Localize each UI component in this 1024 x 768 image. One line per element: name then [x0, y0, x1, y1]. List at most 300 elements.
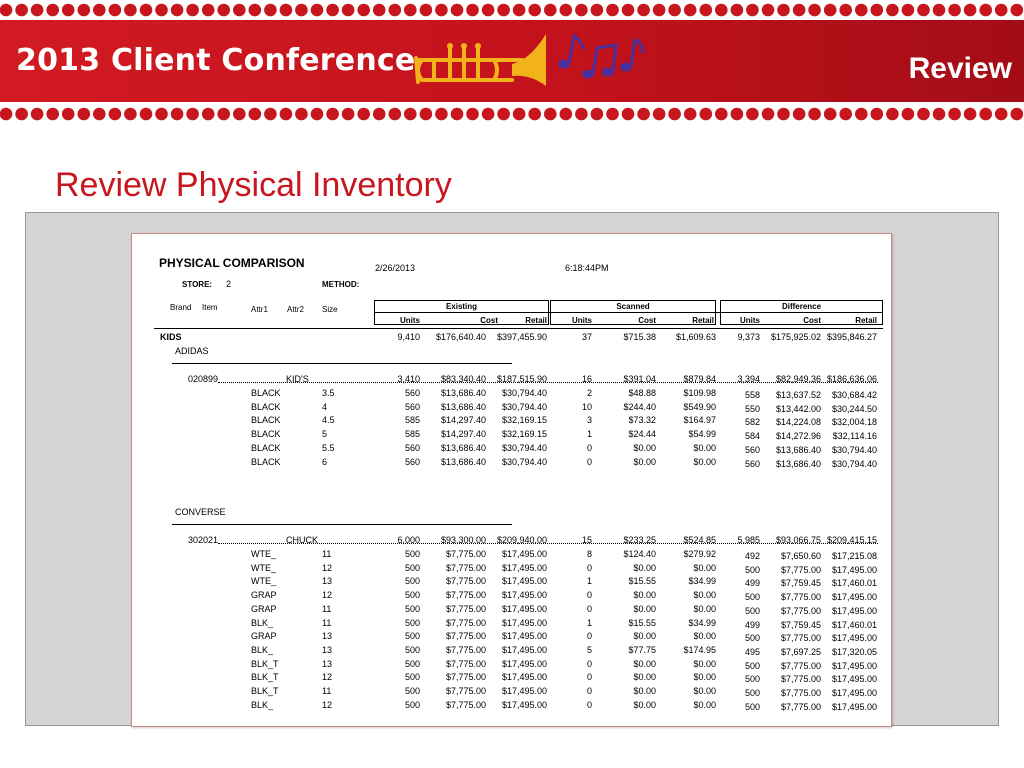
row-size: 13: [322, 644, 333, 655]
border-dot: [839, 4, 852, 17]
border-dot: [637, 4, 650, 17]
row-s-units: 1: [586, 429, 592, 440]
row-attr1: WTE_: [251, 562, 277, 573]
row-d-units: 560: [744, 458, 760, 469]
sub-difference-units: Units: [740, 316, 760, 325]
row-size: 6: [322, 456, 328, 467]
row-d-retail: $17,495.00: [831, 633, 877, 644]
border-dot: [808, 108, 821, 121]
border-dot: [62, 4, 75, 17]
border-dot: [715, 4, 728, 17]
scanned-cost-total: $233.25: [623, 535, 656, 545]
row-s-units: 2: [586, 388, 592, 398]
row-e-cost: $7,775.00: [445, 590, 486, 601]
row-e-retail: $17,495.00: [501, 658, 547, 669]
brand-name: ADIDAS: [175, 346, 209, 356]
border-dot: [591, 4, 604, 17]
row-attr1: BLACK: [251, 442, 281, 453]
row-size: 11: [322, 686, 332, 696]
row-attr1: BLK_T: [251, 672, 279, 683]
row-e-cost: $13,686.40: [440, 401, 486, 412]
row-d-units: 500: [744, 660, 760, 671]
border-dot: [264, 4, 277, 17]
border-dot: [186, 108, 199, 121]
row-d-cost: $14,272.96: [775, 431, 821, 442]
row-d-cost: $7,775.00: [780, 660, 821, 671]
row-size: 3.5: [322, 388, 335, 398]
row-e-units: 585: [404, 415, 420, 426]
border-dot: [964, 4, 977, 17]
row-size: 13: [322, 631, 333, 642]
border-dot: [31, 108, 44, 121]
row-s-cost: $48.88: [628, 388, 656, 398]
row-e-units: 560: [404, 456, 420, 467]
border-dot: [560, 108, 573, 121]
sub-scanned-retail: Retail: [692, 316, 714, 325]
col-brand: Brand: [170, 303, 192, 312]
row-s-retail: $174.95: [683, 644, 716, 655]
border-dot: [46, 4, 59, 17]
border-dot: [373, 108, 386, 121]
row-e-retail: $30,794.40: [501, 388, 547, 398]
border-dot: [622, 4, 635, 17]
row-d-retail: $17,495.00: [831, 592, 877, 603]
row-e-retail: $17,495.00: [501, 672, 547, 683]
border-dot: [155, 108, 168, 121]
border-dot: [668, 108, 681, 121]
section-label: Review: [908, 52, 1012, 85]
row-d-units: 500: [744, 633, 760, 644]
row-e-retail: $17,495.00: [501, 686, 547, 696]
row-d-units: 492: [744, 551, 760, 561]
department-name: KIDS: [160, 332, 182, 342]
row-size: 5.5: [322, 442, 335, 453]
row-d-retail: $17,495.00: [831, 605, 877, 616]
border-dot: [497, 108, 510, 121]
row-d-cost: $7,775.00: [780, 688, 821, 698]
existing-retail-total: $187,515.90: [496, 374, 547, 384]
brand-name: CONVERSE: [175, 507, 226, 517]
row-attr1: BLK_: [251, 617, 274, 628]
border-dot: [342, 4, 355, 17]
scanned-units-total: 37: [581, 332, 592, 342]
border-dot: [793, 4, 806, 17]
border-dot: [420, 4, 433, 17]
row-attr1: GRAP: [251, 631, 277, 642]
border-dot: [684, 108, 697, 121]
border-dot: [357, 108, 370, 121]
row-s-retail: $109.98: [683, 388, 716, 398]
row-d-retail: $17,320.05: [831, 646, 877, 657]
row-s-units: 0: [586, 562, 592, 573]
border-dot: [948, 108, 961, 121]
border-dot: [389, 108, 402, 121]
brand-underline: [172, 363, 512, 364]
border-dot: [404, 4, 417, 17]
border-dot: [700, 4, 713, 17]
border-dot: [482, 108, 495, 121]
border-dot: [171, 108, 184, 121]
row-e-units: 500: [404, 562, 420, 573]
row-s-retail: $34.99: [688, 576, 716, 587]
border-dot: [435, 4, 448, 17]
border-dot: [280, 108, 293, 121]
row-e-retail: $32,169.15: [501, 415, 547, 426]
row-e-cost: $14,297.40: [440, 429, 486, 440]
border-dot: [637, 108, 650, 121]
row-e-units: 560: [404, 388, 420, 398]
row-e-units: 500: [404, 603, 420, 614]
sub-existing-units: Units: [400, 316, 420, 325]
row-size: 11: [322, 549, 332, 559]
row-d-units: 558: [744, 390, 760, 400]
border-dot: [762, 108, 775, 121]
row-s-cost: $0.00: [633, 603, 656, 614]
row-s-cost: $0.00: [633, 672, 656, 683]
border-dot: [933, 108, 946, 121]
row-e-cost: $13,686.40: [440, 456, 486, 467]
border-dot: [808, 4, 821, 17]
row-s-retail: $0.00: [693, 456, 716, 467]
row-attr1: BLK_: [251, 699, 274, 710]
border-dot: [466, 4, 479, 17]
row-d-units: 500: [744, 605, 760, 616]
row-e-retail: $17,495.00: [501, 590, 547, 601]
sub-difference-retail: Retail: [855, 316, 877, 325]
border-dot: [948, 4, 961, 17]
row-attr1: GRAP: [251, 603, 277, 614]
border-dot: [995, 4, 1008, 17]
border-dot: [606, 4, 619, 17]
border-dot: [326, 108, 339, 121]
method-label: METHOD:: [322, 280, 360, 289]
border-dot: [326, 4, 339, 17]
scanned-retail-total: $1,609.63: [675, 332, 716, 342]
row-size: 11: [322, 603, 332, 614]
border-dot: [466, 108, 479, 121]
border-dot: [0, 4, 12, 17]
difference-retail-total: $209,415.15: [826, 535, 877, 545]
row-e-retail: $17,495.00: [501, 617, 547, 628]
row-d-retail: $32,114.16: [832, 431, 877, 442]
row-e-units: 500: [404, 590, 420, 601]
border-dot: [93, 108, 106, 121]
border-dot: [62, 108, 75, 121]
row-s-retail: $549.90: [683, 401, 716, 412]
border-dot: [731, 4, 744, 17]
border-dot: [373, 4, 386, 17]
store-label: STORE:: [182, 280, 213, 289]
row-e-units: 560: [404, 401, 420, 412]
row-s-cost: $15.55: [628, 617, 656, 628]
border-dot: [979, 4, 992, 17]
row-d-units: 495: [744, 646, 760, 657]
row-d-cost: $7,775.00: [780, 633, 821, 644]
border-dot: [249, 108, 262, 121]
border-dot: [295, 108, 308, 121]
sub-existing-cost: Cost: [480, 316, 498, 325]
sub-scanned-cost: Cost: [638, 316, 656, 325]
row-d-units: 582: [744, 417, 760, 428]
group-scanned: Scanned: [616, 302, 650, 311]
row-e-units: 500: [404, 644, 420, 655]
row-d-retail: $30,794.40: [831, 458, 877, 469]
difference-units-total: 3,394: [737, 374, 760, 384]
border-dot: [513, 108, 526, 121]
border-dot: [575, 108, 588, 121]
border-dot: [280, 4, 293, 17]
border-dot: [528, 4, 541, 17]
row-s-units: 0: [586, 686, 592, 696]
row-attr1: BLACK: [251, 415, 281, 426]
col-item: Item: [202, 303, 218, 312]
border-dot: [140, 4, 153, 17]
row-d-retail: $32,004.18: [831, 417, 877, 428]
row-e-retail: $32,169.15: [501, 429, 547, 440]
row-e-units: 500: [404, 576, 420, 587]
row-d-retail: $17,215.08: [831, 551, 877, 561]
row-size: 12: [322, 699, 333, 710]
border-dot: [622, 108, 635, 121]
row-d-units: 500: [744, 701, 760, 712]
row-attr1: BLACK: [251, 401, 281, 412]
row-d-cost: $14,224.08: [775, 417, 821, 428]
row-s-units: 0: [586, 631, 592, 642]
row-attr1: BLK_: [251, 644, 274, 655]
report-date: 2/26/2013: [375, 263, 416, 273]
border-dot: [264, 108, 277, 121]
row-e-units: 500: [404, 672, 420, 683]
row-s-retail: $0.00: [693, 672, 716, 683]
row-size: 5: [322, 429, 328, 440]
row-size: 4: [322, 401, 328, 412]
row-d-cost: $13,686.40: [775, 458, 821, 469]
border-dot: [233, 4, 246, 17]
sub-existing-retail: Retail: [525, 316, 547, 325]
border-dot: [700, 108, 713, 121]
scanned-retail-total: $879.84: [683, 374, 716, 384]
difference-units-total: 5,985: [737, 535, 760, 545]
border-dot: [31, 4, 44, 17]
row-e-cost: $7,775.00: [445, 658, 486, 669]
existing-cost-total: $176,640.40: [435, 332, 486, 342]
row-s-retail: $0.00: [693, 658, 716, 669]
row-attr1: BLACK: [251, 388, 281, 398]
row-attr1: BLK_T: [251, 658, 279, 669]
border-dot: [544, 4, 557, 17]
row-d-cost: $7,759.45: [780, 578, 821, 589]
row-e-retail: $30,794.40: [501, 401, 547, 412]
row-s-units: 0: [586, 603, 592, 614]
row-e-retail: $17,495.00: [501, 603, 547, 614]
border-dot: [653, 108, 666, 121]
border-dot: [777, 4, 790, 17]
row-d-cost: $7,775.00: [780, 701, 821, 712]
border-dot: [311, 4, 324, 17]
row-d-retail: $17,495.00: [831, 688, 877, 698]
border-dot: [202, 108, 215, 121]
row-s-units: 0: [586, 456, 592, 467]
row-d-units: 499: [744, 578, 760, 589]
border-dot: [606, 108, 619, 121]
bottom-dot-border: [0, 106, 1024, 122]
scanned-units-total: 16: [581, 374, 592, 384]
row-attr1: WTE_: [251, 549, 277, 559]
row-e-cost: $7,775.00: [445, 617, 486, 628]
border-dot: [249, 4, 262, 17]
border-dot: [342, 108, 355, 121]
existing-units-total: 6,000: [397, 535, 420, 545]
border-dot: [124, 4, 137, 17]
difference-retail-total: $395,846.27: [826, 332, 877, 342]
row-d-units: 560: [744, 444, 760, 455]
border-dot: [855, 4, 868, 17]
sub-difference-cost: Cost: [803, 316, 821, 325]
row-d-units: 500: [744, 592, 760, 603]
difference-cost-total: $93,066.75: [775, 535, 821, 545]
row-s-retail: $0.00: [693, 686, 716, 696]
border-dot: [451, 108, 464, 121]
row-d-cost: $7,759.45: [780, 619, 821, 630]
border-dot: [731, 108, 744, 121]
border-dot: [746, 4, 759, 17]
col-attr2: Attr2: [287, 305, 304, 314]
border-dot: [917, 108, 930, 121]
row-e-retail: $17,495.00: [501, 576, 547, 587]
scanned-cost-total: $391.04: [623, 374, 656, 384]
row-size: 13: [322, 576, 333, 587]
border-dot: [15, 108, 28, 121]
row-d-cost: $13,686.40: [775, 444, 821, 455]
row-d-cost: $7,650.60: [780, 551, 821, 561]
border-dot: [420, 108, 433, 121]
group-difference: Difference: [781, 302, 822, 311]
group-divider: [374, 312, 883, 313]
row-s-units: 0: [586, 672, 592, 683]
row-s-retail: $0.00: [693, 590, 716, 601]
row-s-cost: $0.00: [633, 631, 656, 642]
row-d-cost: $13,637.52: [775, 390, 821, 400]
border-dot: [404, 108, 417, 121]
sub-scanned-units: Units: [572, 316, 592, 325]
row-e-units: 500: [404, 658, 420, 669]
row-s-cost: $24.44: [628, 429, 656, 440]
existing-cost-total: $93,300.00: [440, 535, 486, 545]
slide-title: Review Physical Inventory: [55, 166, 452, 204]
group-existing: Existing: [445, 302, 478, 311]
border-dot: [715, 108, 728, 121]
row-e-retail: $17,495.00: [501, 562, 547, 573]
border-dot: [839, 108, 852, 121]
border-dot: [855, 108, 868, 121]
border-dot: [311, 108, 324, 121]
row-e-retail: $17,495.00: [501, 644, 547, 655]
row-d-retail: $17,495.00: [831, 660, 877, 671]
row-s-retail: $54.99: [688, 429, 716, 440]
row-s-retail: $164.97: [683, 415, 716, 426]
border-dot: [653, 4, 666, 17]
report-title: PHYSICAL COMPARISON: [159, 256, 305, 270]
row-s-units: 0: [586, 658, 592, 669]
row-s-units: 0: [586, 442, 592, 453]
border-dot: [544, 108, 557, 121]
border-dot: [497, 4, 510, 17]
border-dot: [46, 108, 59, 121]
border-dot: [109, 4, 122, 17]
border-dot: [902, 108, 915, 121]
border-dot: [295, 4, 308, 17]
border-dot: [171, 4, 184, 17]
row-d-cost: $7,697.25: [780, 646, 821, 657]
row-s-cost: $244.40: [623, 401, 656, 412]
row-s-units: 1: [586, 617, 592, 628]
row-e-cost: $7,775.00: [445, 631, 486, 642]
existing-cost-total: $83,340.40: [440, 374, 486, 384]
row-s-cost: $124.40: [623, 549, 656, 559]
row-d-units: 500: [744, 564, 760, 575]
border-dot: [186, 4, 199, 17]
music-notes-icon: [555, 30, 650, 85]
row-d-cost: $13,442.00: [775, 403, 821, 414]
border-dot: [389, 4, 402, 17]
border-dot: [357, 4, 370, 17]
border-dot: [217, 4, 230, 17]
border-dot: [202, 4, 215, 17]
border-dot: [513, 4, 526, 17]
row-e-cost: $7,775.00: [445, 603, 486, 614]
report-time: 6:18:44PM: [565, 263, 609, 273]
row-e-units: 500: [404, 631, 420, 642]
row-d-retail: $17,495.00: [831, 564, 877, 575]
border-dot: [109, 108, 122, 121]
row-e-units: 500: [404, 549, 420, 559]
border-dot: [824, 108, 837, 121]
row-s-cost: $77.75: [628, 644, 656, 655]
border-dot: [979, 108, 992, 121]
existing-units-total: 9,410: [397, 332, 420, 342]
row-s-retail: $0.00: [693, 631, 716, 642]
border-dot: [668, 4, 681, 17]
row-s-retail: $0.00: [693, 699, 716, 710]
row-e-cost: $7,775.00: [445, 686, 486, 696]
border-dot: [528, 108, 541, 121]
row-d-units: 500: [744, 688, 760, 698]
row-attr1: GRAP: [251, 590, 277, 601]
row-e-cost: $7,775.00: [445, 549, 486, 559]
row-d-retail: $17,460.01: [831, 578, 877, 589]
border-dot: [233, 108, 246, 121]
border-dot: [684, 4, 697, 17]
row-d-retail: $30,684.42: [831, 390, 877, 400]
row-s-cost: $73.32: [628, 415, 656, 426]
row-e-retail: $17,495.00: [501, 549, 547, 559]
border-dot: [871, 4, 884, 17]
row-s-cost: $0.00: [633, 658, 656, 669]
store-value: 2: [226, 279, 232, 289]
row-e-cost: $13,686.40: [440, 388, 486, 398]
row-attr1: BLACK: [251, 456, 281, 467]
border-dot: [964, 108, 977, 121]
row-d-retail: $30,794.40: [831, 444, 877, 455]
header-underline: [154, 328, 883, 329]
row-s-cost: $15.55: [628, 576, 656, 587]
border-dot: [140, 108, 153, 121]
row-d-retail: $17,495.00: [831, 674, 877, 685]
border-dot: [575, 4, 588, 17]
top-dot-border: [0, 2, 1024, 18]
border-dot: [1011, 108, 1024, 121]
row-s-cost: $0.00: [633, 699, 656, 710]
